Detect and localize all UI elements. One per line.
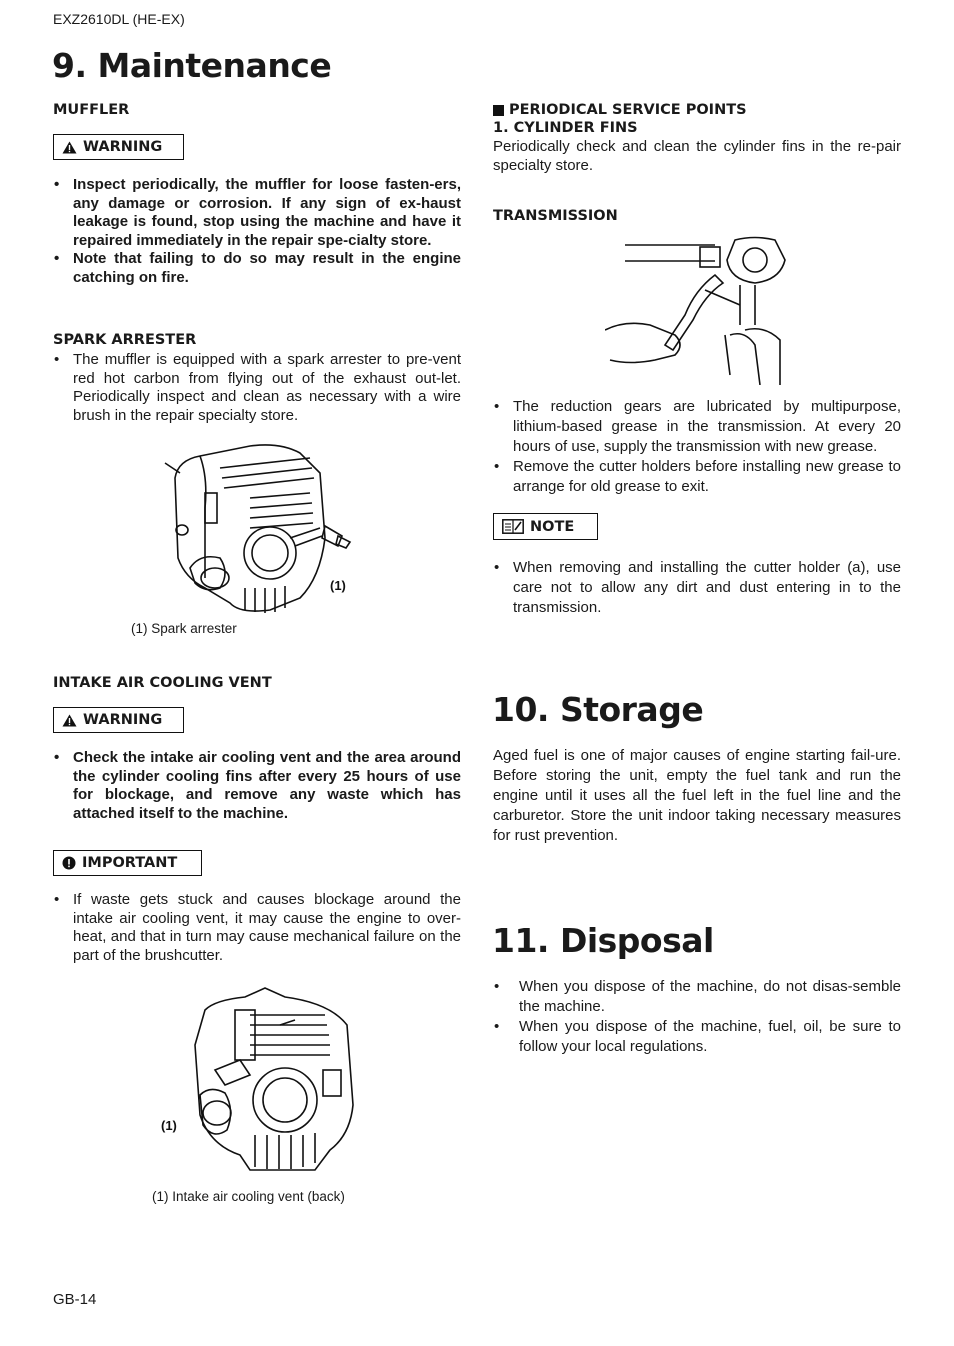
list-item: • When removing and installing the cutter holder (a), use care not to allow any dirt and dust entering in to the transmission. <box>493 558 901 618</box>
cylinder-fins-heading: 1. CYLINDER FINS <box>493 120 638 136</box>
intake-warning-box <box>53 707 184 733</box>
list-item: • Remove the cutter holders before installing new grease to arrange for old grease to exit. <box>493 457 901 497</box>
transmission-heading: TRANSMISSION <box>493 208 618 224</box>
intake-important-list <box>53 891 461 965</box>
list-item: • The reduction gears are lubricated by multipurpose, lithium-based grease in the transmission. At every 20 hours of use, supply the transmission with new grease. <box>493 397 901 457</box>
figure-label: (1) <box>330 578 346 593</box>
maintenance-title: 9. Maintenance <box>52 46 332 85</box>
list-item: • If waste gets stuck and causes blockage around the intake air cooling vent, it may cause the engine to over-heat, and that in turn may cause mechanical failure on the part of the brushcutter. <box>53 891 461 965</box>
engine-intake-vent-illustration <box>155 985 365 1175</box>
muffler-heading: MUFFLER <box>53 102 130 118</box>
transmission-list <box>493 397 901 497</box>
storage-text: Aged fuel is one of major causes of engine starting fail-ure. Before storing the unit, empty the fuel tank and run the engine until it uses all the fuel left in the fuel line and the carburetor. Store the unit indoor taking necessary measures for rust prevention. <box>493 747 901 844</box>
disposal-list <box>493 977 901 1057</box>
muffler-warning-box <box>53 134 184 160</box>
list-item: • Note that failing to do so may result in the engine catching on fire. <box>53 250 461 287</box>
periodical-heading: PERIODICAL SERVICE POINTS <box>509 102 747 118</box>
engine-spark-arrester-illustration <box>160 438 360 618</box>
note-box <box>493 513 598 540</box>
disposal-title: 11. Disposal <box>492 921 714 960</box>
list-item: • When you dispose of the machine, fuel, oil, be sure to follow your local regulations. <box>493 1017 901 1057</box>
list-item: • Check the intake air cooling vent and the area around the cylinder cooling fins after every 25 hours of use for blockage, and remove any waste which has attached itself to the machine. <box>53 749 461 823</box>
warning-label: WARNING <box>83 139 163 155</box>
warning-label: WARNING <box>83 712 163 728</box>
important-label: IMPORTANT <box>82 855 178 871</box>
note-icon <box>502 519 524 534</box>
warning-icon <box>62 714 77 727</box>
spark-arrester-list <box>53 351 461 425</box>
important-icon <box>62 856 76 870</box>
intake-caption: (1) Intake air cooling vent (back) <box>152 1189 345 1204</box>
figure-label: (1) <box>161 1118 177 1133</box>
storage-title: 10. Storage <box>492 690 704 729</box>
list-item: • Inspect periodically, the muffler for loose fasten-ers, any damage or corrosion. If any sign of ex-haust leakage is found, stop using the machine and have it repaired immediately in the repair spe-cialty store. <box>53 176 461 250</box>
important-box <box>53 850 202 876</box>
note-label: NOTE <box>530 518 575 535</box>
model-code: EXZ2610DL (HE-EX) <box>53 11 185 27</box>
muffler-warning-list <box>53 176 461 288</box>
cylinder-fins-text: Periodically check and clean the cylinder fins in the re-pair specialty store. <box>493 138 901 174</box>
spark-arrester-caption: (1) Spark arrester <box>131 621 237 636</box>
intake-warning-list <box>53 749 461 823</box>
note-list <box>493 558 901 618</box>
spark-arrester-heading: SPARK ARRESTER <box>53 332 197 348</box>
square-bullet-icon <box>493 105 504 116</box>
periodical-heading-row <box>493 102 747 118</box>
warning-icon <box>62 141 77 154</box>
list-item: • The muffler is equipped with a spark arrester to pre-vent red hot carbon from flying out of the exhaust out-let. Periodically inspect and clean as necessary with a wire brush in the repair specialty store. <box>53 351 461 425</box>
list-item: • When you dispose of the machine, do not disas-semble the machine. <box>493 977 901 1017</box>
transmission-illustration <box>605 235 795 385</box>
page-number: GB-14 <box>53 1291 97 1308</box>
intake-heading: INTAKE AIR COOLING VENT <box>53 675 272 691</box>
